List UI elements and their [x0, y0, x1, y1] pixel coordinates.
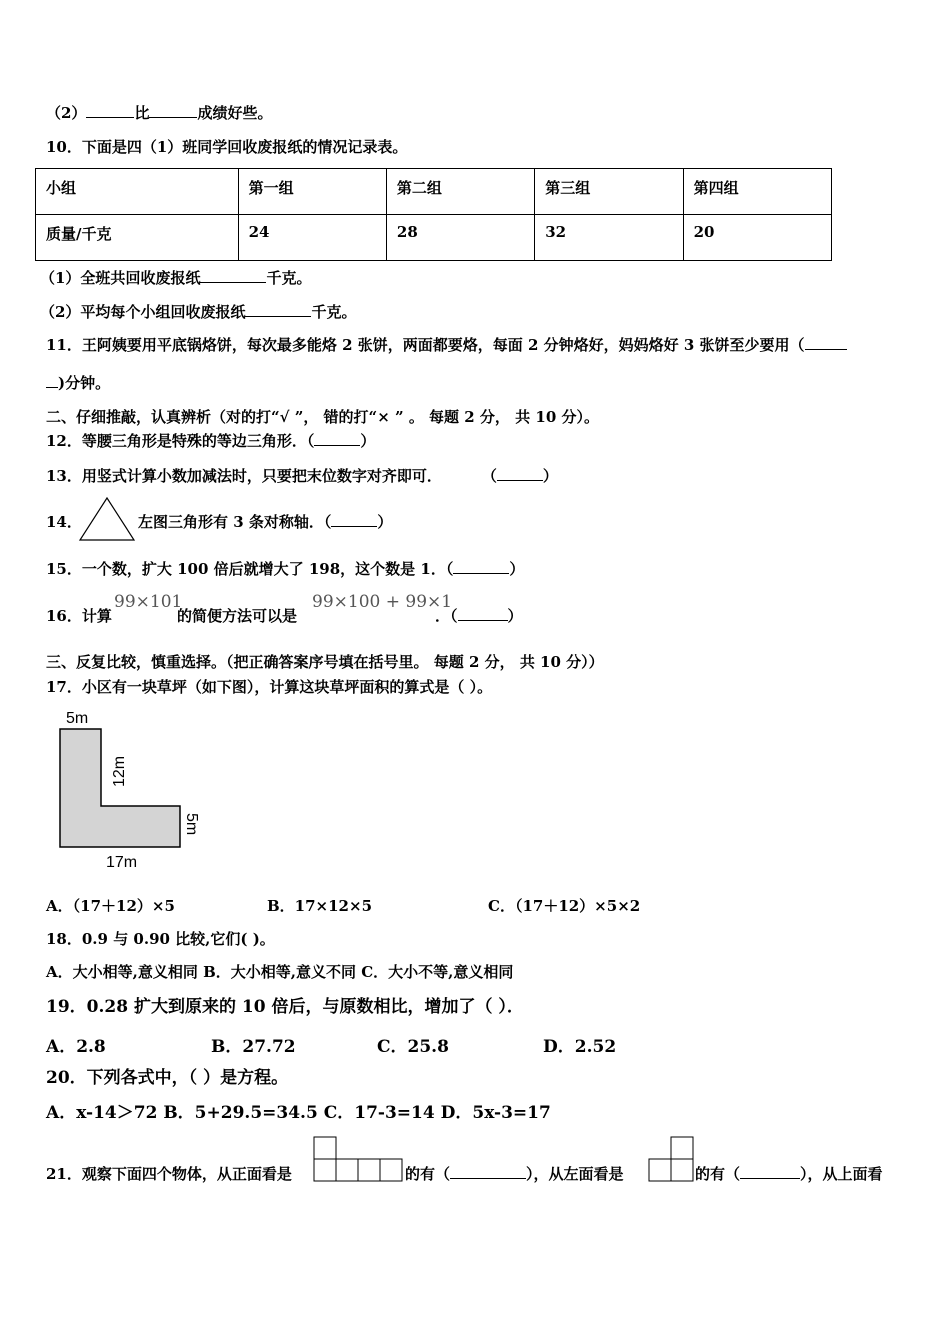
blank[interactable]: [200, 268, 266, 283]
q17-option-b[interactable]: B．17×12×5: [267, 897, 373, 915]
q17-stem: 17．小区有一块草坪（如下图），计算这块草坪面积的算式是（ ）。: [46, 678, 493, 696]
q14-text: 左图三角形有 3 条对称轴．（ ）: [138, 513, 393, 531]
table-cell: 第三组: [535, 169, 683, 215]
triangle-figure: [78, 496, 136, 542]
q21-end: 的有（ ），从上面看: [695, 1165, 883, 1183]
q19-option-b[interactable]: B．27.72: [211, 1037, 296, 1057]
q21-prefix: 21．观察下面四个物体，从正面看是: [46, 1165, 292, 1183]
q18-options[interactable]: A．大小相等,意义相同 B．大小相等,意义不同 C．大小不等,意义相同: [46, 963, 514, 981]
blank[interactable]: [149, 103, 197, 118]
table-row: [36, 169, 832, 215]
lawn-figure: [50, 705, 220, 875]
blank[interactable]: [314, 431, 360, 446]
label-side: 12m: [111, 755, 128, 787]
blank[interactable]: [86, 103, 134, 118]
q12: 12．等腰三角形是特殊的等边三角形．（ ）: [46, 432, 376, 450]
q9-sub2: （2） 比 成绩好些。: [46, 104, 273, 122]
q19-option-a[interactable]: A．2.8: [46, 1037, 106, 1057]
table-cell: 第一组: [238, 169, 386, 215]
table-row: [36, 215, 832, 261]
q21-mid: 的有（ ），从左面看是: [405, 1165, 624, 1183]
q15: 15．一个数，扩大 100 倍后就增大了 198，这个数是 1．（ ）: [46, 560, 525, 578]
q13: 13．用竖式计算小数加减法时，只要把末位数字对齐即可． （ ）: [46, 467, 558, 485]
label-right: 5m: [183, 813, 200, 836]
table-cell: 第四组: [683, 169, 831, 215]
label-bottom: 17m: [106, 854, 138, 871]
blank[interactable]: [331, 512, 377, 527]
blank[interactable]: [450, 1164, 526, 1179]
q16-mid: 的简便方法可以是: [177, 607, 298, 625]
q10-sub1: （1）全班共回收废报纸 千克。: [40, 269, 312, 287]
q20-options[interactable]: A．x-14＞72 B．5+29.5=34.5 C．17-3=14 D．5x-3=17: [46, 1103, 551, 1123]
q10-sub2: （2）平均每个小组回收废报纸 千克。: [40, 303, 357, 321]
label-top: 5m: [66, 710, 89, 727]
blank[interactable]: [453, 559, 509, 574]
q17-option-a[interactable]: A．（17＋12）×5: [46, 897, 175, 915]
table-cell: 28: [386, 215, 534, 261]
q20-stem: 20．下列各式中，（ ）是方程。: [46, 1068, 289, 1088]
q19-stem: 19．0.28 扩大到原来的 10 倍后，与原数相比，增加了（ ）．: [46, 997, 524, 1017]
blank[interactable]: [46, 373, 58, 388]
table-cell: 32: [535, 215, 683, 261]
section3-heading: 三、反复比较，慎重选择。（把正确答案序号填在括号里。 每题 2 分， 共 10 分））: [46, 653, 604, 671]
front-view-figure: [313, 1136, 407, 1184]
math-expression-1: 99×101: [114, 592, 183, 612]
q18-stem: 18．0.9 与 0.90 比较,它们( )。: [46, 930, 275, 948]
table-cell: 小组: [36, 169, 239, 215]
table-cell: 20: [683, 215, 831, 261]
blank[interactable]: [740, 1164, 800, 1179]
record-table: [35, 168, 832, 261]
blank[interactable]: [497, 466, 543, 481]
q11-line1: 11．王阿姨要用平底锅烙饼，每次最多能烙 2 张饼，两面都要烙，每面 2 分钟烙好，妈妈烙好 3 张饼至少要用（: [46, 335, 847, 355]
blank[interactable]: [458, 606, 508, 621]
section2-heading: 二、仔细推敲，认真辨析（对的打“√ ”， 错的打“× ” 。 每题 2 分， 共 10 分）。: [46, 408, 599, 426]
math-expression-2: 99×100 + 99×1: [312, 592, 453, 612]
left-view-figure: [647, 1136, 697, 1184]
blank[interactable]: [245, 302, 311, 317]
q11-line2: )分钟。: [46, 373, 110, 393]
table-cell: 第二组: [386, 169, 534, 215]
q16-end: ．（ ）: [435, 607, 523, 625]
q14: 14．: [46, 513, 82, 531]
q17-option-c[interactable]: C．（17＋12）×5×2: [488, 897, 641, 915]
q16-prefix: 16．计算: [46, 607, 112, 625]
table-cell: 24: [238, 215, 386, 261]
lawn-shape: [60, 729, 180, 847]
table-cell: 质量/千克: [36, 215, 239, 261]
q10-stem: 10．下面是四（1）班同学回收废报纸的情况记录表。: [46, 138, 408, 156]
q19-option-c[interactable]: C．25.8: [377, 1037, 449, 1057]
blank[interactable]: [805, 335, 847, 350]
q19-option-d[interactable]: D．2.52: [543, 1037, 617, 1057]
